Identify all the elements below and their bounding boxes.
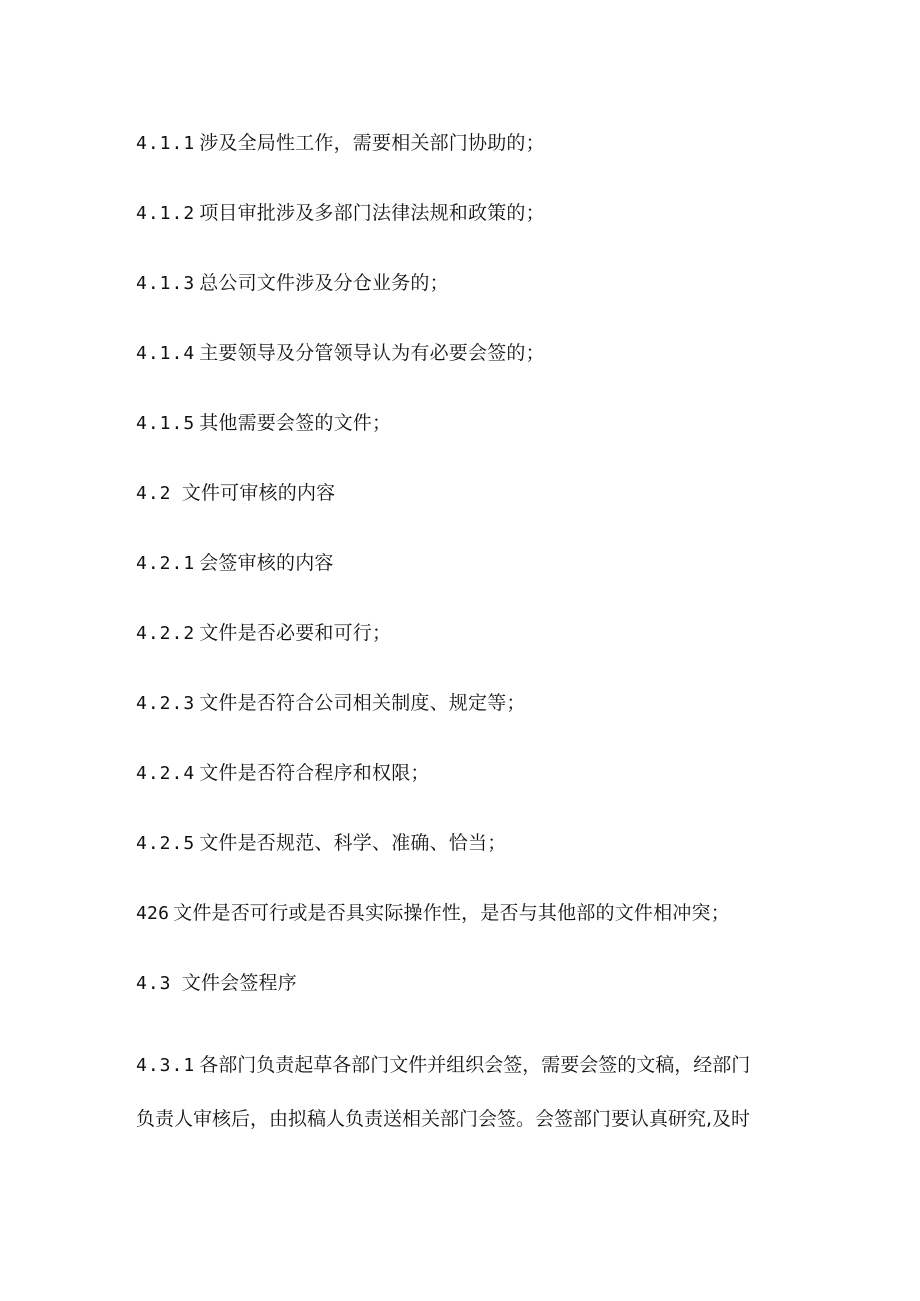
list-item — [136, 898, 816, 968]
paragraph-line: 负责人审核后，由拟稿人负责送相关部门会签。会签部门要认真研究,及时 — [136, 1108, 751, 1130]
item-text: 主要领导及分管领导认为有必要会签的； — [199, 342, 545, 364]
item-text: 文件是否必要和可行； — [199, 622, 392, 644]
item-text: 文件是否符合公司相关制度、规定等； — [199, 692, 526, 714]
item-number: 4.1.2 — [136, 203, 196, 224]
item-text: 其他需要会签的文件； — [199, 412, 392, 434]
item-text: 文件是否规范、科学、准确、恰当； — [199, 832, 507, 854]
list-item — [136, 198, 816, 268]
item-number: 4.1.4 — [136, 343, 196, 364]
item-number: 4.2.1 — [136, 553, 196, 574]
item-number: 4.1.3 — [136, 273, 196, 294]
item-text: 会签审核的内容 — [199, 552, 334, 574]
list-item — [136, 548, 816, 618]
list-item — [136, 828, 816, 898]
item-number: 4.3.1 — [136, 1055, 196, 1076]
item-number: 426 — [136, 903, 170, 924]
section-title: 文件会签程序 — [175, 972, 297, 994]
item-number: 4.2.4 — [136, 763, 196, 784]
item-text: 涉及全局性工作，需要相关部门协助的； — [199, 132, 545, 154]
list-item — [136, 758, 816, 828]
section-heading — [136, 968, 816, 1038]
section-title: 文件可审核的内容 — [175, 482, 336, 504]
list-item — [136, 408, 816, 478]
item-number: 4.2.3 — [136, 693, 196, 714]
item-text: 文件是否可行或是否具实际操作性，是否与其他部的文件相冲突； — [173, 902, 730, 924]
document-body — [136, 128, 816, 1146]
list-item — [136, 618, 816, 688]
paragraph — [136, 1038, 816, 1146]
item-text: 文件是否符合程序和权限； — [199, 762, 430, 784]
item-text: 总公司文件涉及分仓业务的； — [199, 272, 449, 294]
paragraph-text: 各部门负责起草各部门文件并组织会签，需要会签的文稿，经部门 — [199, 1054, 751, 1076]
section-heading — [136, 478, 816, 548]
list-item — [136, 688, 816, 758]
section-number: 4.3 — [136, 973, 172, 994]
list-item — [136, 128, 816, 198]
list-item — [136, 338, 816, 408]
list-item — [136, 268, 816, 338]
section-number: 4.2 — [136, 483, 172, 504]
item-text: 项目审批涉及多部门法律法规和政策的； — [199, 202, 545, 224]
item-number: 4.1.1 — [136, 133, 196, 154]
item-number: 4.1.5 — [136, 413, 196, 434]
paragraph-line — [136, 1038, 816, 1092]
item-number: 4.2.5 — [136, 833, 196, 854]
item-number: 4.2.2 — [136, 623, 196, 644]
